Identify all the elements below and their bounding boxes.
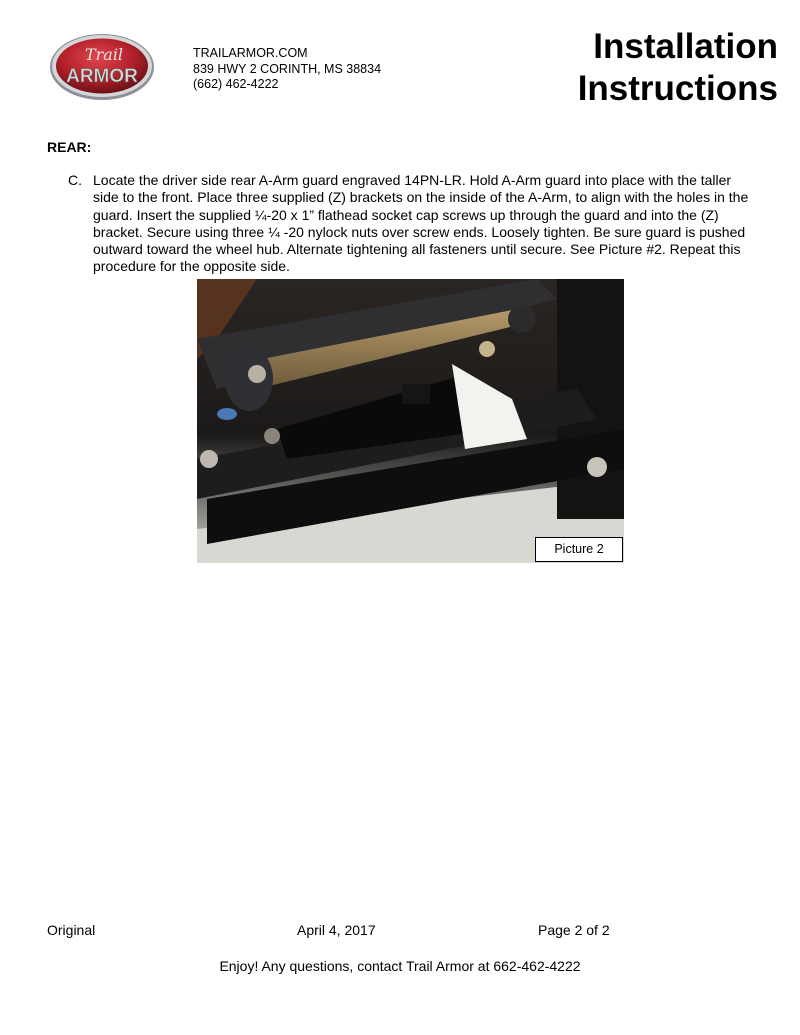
- document-title: [578, 26, 778, 110]
- footer-closing-note: Enjoy! Any questions, contact Trail Armor at 662-462-4222: [219, 958, 581, 974]
- installation-photo: [197, 279, 624, 563]
- title-line-2: Instructions: [577, 69, 778, 108]
- step-letter: C.: [68, 172, 82, 188]
- instruction-step: [68, 172, 758, 276]
- company-contact: [193, 46, 381, 93]
- footer-version: Original: [47, 922, 96, 938]
- footer-date: April 4, 2017: [297, 922, 376, 938]
- footer-page-number: Page 2 of 2: [538, 922, 610, 938]
- figure-caption: Picture 2: [535, 537, 623, 562]
- logo-text-top: Trail: [84, 45, 124, 64]
- website-text: TRAILARMOR.COM: [193, 46, 308, 60]
- logo-text-bottom: ARMOR: [66, 66, 138, 87]
- section-heading: REAR:: [47, 139, 92, 155]
- title-line-1: Installation: [593, 27, 778, 66]
- trail-armor-logo: [48, 30, 156, 102]
- step-text: Locate the driver side rear A-Arm guard engraved 14PN-LR. Hold A-Arm guard into place with the taller side to the front. Place three supplied (Z) brackets on the inside of the A-Arm, to align with the holes in the guard. Insert the supplied ¼-20 x 1” flathead socket cap screws up through the guard and into the (Z) bracket. Secure using three ¼ -20 nylock nuts over screw ends. Loosely tighten. Be sure guard is pushed outward toward the wheel hub. Alternate tightening all fasteners until secure. See Picture #2. Repeat this procedure for the opposite side.: [93, 172, 749, 275]
- phone-text: (662) 462-4222: [193, 77, 279, 91]
- address-text: 839 HWY 2 CORINTH, MS 38834: [193, 61, 382, 76]
